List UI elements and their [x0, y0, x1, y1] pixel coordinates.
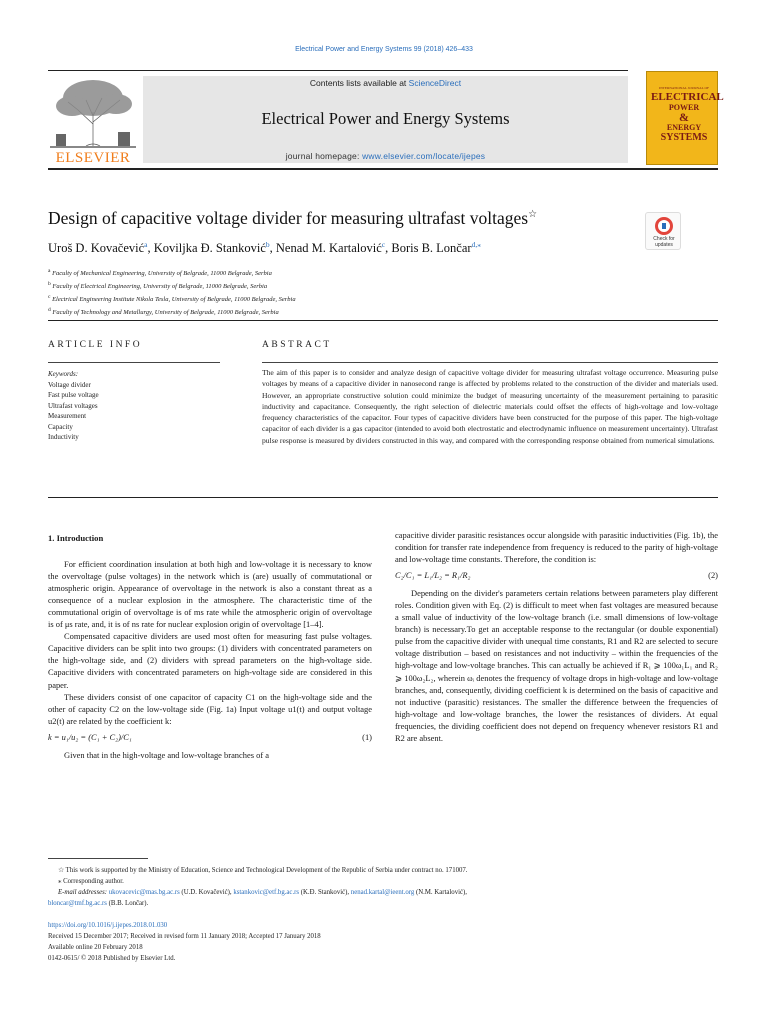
email-footnote: E-mail addresses: ukovacevic@mas.bg.ac.rs (U.D. Kovačević), kstankovic@etf.bg.ac.rs (K.Đ. Stanković), nenad.kartal@ieent.org (N.M. Kartalović),	[58, 889, 467, 896]
issn-copyright: 0142-0615/ © 2018 Published by Elsevier Ltd.	[48, 955, 176, 962]
abstract-rule	[262, 362, 718, 363]
affiliation-item: $^b$ Faculty of Electrical Engineering, University of Belgrade, 11000 Belgrade, Serbia	[48, 281, 268, 291]
email-link[interactable]: nenad.kartal@ieent.org	[350, 889, 415, 896]
author-name: Koviljka Đ. Stanković	[153, 241, 266, 256]
equation-number: (2)	[708, 570, 718, 581]
equation-1	[48, 731, 372, 743]
cover-title	[651, 86, 724, 143]
email-link[interactable]: bloncar@tmf.bg.ac.rs	[48, 900, 107, 907]
homepage-prefix: journal homepage:	[285, 151, 363, 161]
contents-prefix: Contents lists available at	[309, 78, 409, 88]
journal-homepage-line	[143, 151, 628, 161]
author-affiliation-mark[interactable]: a	[144, 240, 148, 249]
abstract-bottom-rule	[48, 497, 718, 498]
equation-number: (1)	[362, 731, 372, 742]
author-name: Boris B. Lončar	[391, 241, 472, 256]
footnote-rule	[48, 858, 148, 859]
journal-cover-thumbnail	[646, 71, 724, 165]
cover-line: ELECTRICAL	[651, 91, 724, 103]
sciencedirect-link[interactable]: ScienceDirect	[408, 78, 462, 88]
doi-link[interactable]: https://doi.org/10.1016/j.ijepes.2018.01.030	[48, 922, 168, 929]
keyword-item: Ultrafast voltages	[48, 401, 98, 410]
cover-line: ENERGY	[666, 123, 702, 132]
header-top-rule	[48, 70, 628, 71]
affiliation-item: $^d$ Faculty of Technology and Metallurgy, University of Belgrade, 11000 Belgrade, Serbia	[48, 307, 279, 317]
cover-line: &	[679, 110, 689, 124]
footnotes	[48, 865, 718, 909]
crossmark-icon	[655, 217, 673, 235]
cover-line: INTERNATIONAL JOURNAL OF	[659, 86, 709, 90]
keyword-item: Capacity	[48, 422, 73, 431]
body-paragraph: For efficient coordination insulation at both high and low-voltage it is necessary to know the overvoltage (pulse voltages) in the network which is (are) usually of commutational or atmospheric origin. Appearance of overvoltage in the network is also a constant threat as a consequence of a nuclear explosion in the atmosphere. The characteristic time of the commutational origin of overvoltage is of ms rate while the atmospheric origin of overvoltage is of μs rate, and, it is of ns rate for nuclear explosion origin of overvoltage [1–4].	[48, 559, 372, 630]
corresponding-footnote: ⁎ Corresponding author.	[58, 878, 124, 885]
article-title	[48, 208, 628, 229]
affiliation-item: $^c$ Electrical Engineering Institute Nikola Tesla, University of Belgrade, 11000 Belgrade, Serbia	[48, 294, 296, 304]
title-footnote-mark[interactable]: ☆	[528, 209, 538, 221]
author-affiliation-mark[interactable]: d,⁎	[471, 240, 481, 249]
keyword-item: Measurement	[48, 412, 87, 420]
body-paragraph: Compensated capacitive dividers are used most often for measuring fast pulse voltages. Capacitive dividers can be split into two groups: (1) dividers with concentrated parameters on the high-voltage side, and (2) dividers with spread parameters on the high-voltage side. Capacitive dividers with concentrated parameters on high-voltage side are considered in this paper.	[48, 631, 372, 690]
abstract-text: The aim of this paper is to consider and analyze design of capacitive voltage divider for measuring ultrafast voltage occurrence. Measuring pulse voltages by means of a capacitive divider in nanosecond range is affected by problems related to the construction of the divider and materials used. However, an appropriate constructive solution could minimize the budget of measuring uncertainty of the measurement pertaining to parasitic inductivity and capacitance. Consequently, the right selection of dielectric materials could offset the effects of high-voltage and low-voltage frequency characteristics of the capacitor. Four types of capacitive dividers have been constructed for the purpose of this paper. The high-voltage capacitor of each divider is a gas capacitor (intended to avoid both electrostatic and electrodynamic influence on measurement uncertainty). Ultrafast pulse response is measured by dividers constructed in this way, and compared with the corresponding response obtained from numerical simulations.	[262, 368, 718, 445]
affiliations	[48, 266, 648, 319]
author-name: Uroš D. Kovačević	[48, 241, 145, 256]
author-affiliation-mark[interactable]: c	[381, 240, 386, 249]
cover-line: POWER	[668, 103, 700, 112]
body-left-column	[48, 532, 372, 761]
contents-available-line	[143, 78, 628, 88]
body-paragraph: capacitive divider parasitic resistances occur alongside with parasitic inductivities (Fig. 1b), the condition for transfer rate independence from frequency is reduced to the parity of high-voltage and low-voltage time constants. Therefore, the condition is:	[395, 530, 718, 565]
homepage-link[interactable]: www.elsevier.com/locate/ijepes	[362, 151, 486, 161]
email-label: E-mail addresses:	[58, 889, 108, 896]
body-paragraph: Given that in the high-voltage and low-voltage branches of a	[64, 749, 270, 760]
email-link[interactable]: kstankovic@etf.bg.ac.rs	[233, 889, 300, 896]
journal-reference[interactable]: Electrical Power and Energy Systems 99 (2018) 426–433	[295, 46, 473, 53]
email-link[interactable]: ukovacevic@mas.bg.ac.rs	[108, 889, 180, 896]
affiliation-rule	[48, 320, 718, 321]
author-list: Uroš D. Kovačević$^a$, Koviljka Đ. Stanković$^b$, Nenad M. Kartalović$^c$, Boris B. Lončar$^{d,⁎}$	[48, 240, 481, 256]
funding-footnote: ☆ This work is supported by the Ministry of Education, Science and Technological Development of the Republic of Serbia under contract no. 171007.	[58, 867, 468, 874]
equation-body: C₂/C₁ = L₁/L₂ = R₁/R₂	[395, 570, 471, 581]
article-title-text: Design of capacitive voltage divider for measuring ultrafast voltages	[48, 208, 529, 228]
crossmark-label: Check for updates	[653, 236, 675, 248]
cover-line: SYSTEMS	[660, 132, 708, 143]
header-bottom-rule	[48, 168, 718, 170]
article-info-heading: ARTICLE INFO	[48, 340, 143, 350]
keywords-label: Keywords:	[48, 370, 79, 378]
affiliation-item: $^a$ Faculty of Mechanical Engineering, University of Belgrade, 11000 Belgrade, Serbia	[48, 268, 272, 278]
abstract-heading: ABSTRACT	[262, 340, 332, 350]
received-dates: Received 15 December 2017; Received in revised form 11 January 2018; Accepted 17 January 2018	[48, 933, 321, 940]
available-online: Available online 20 February 2018	[48, 944, 143, 951]
author-affiliation-mark[interactable]: b	[265, 240, 270, 249]
body-paragraph: Depending on the divider's parameters certain relations between parameters play different roles. Condition given with Eq. (2) is difficult to meet when fast voltages are measured because a small value of inductivity of the low-voltage branch (i.e. small dimensions of low-voltage branch) is necessary.To get an acceptable response to the rectangular (or double exponential) pulse from the capacitive divider with unequal time constants, R1 and R2 are selected to secure voltage distribution – based on resistances and not inductivity – within the frequencies of the high-voltage and low-voltage branches. This can actually be achieved if R₁ ⩾ 100ω₁L₁ and R₂ ⩾ 100ω₂L₂, wherein ωᵢ denotes the frequency of voltage drops in high-voltage and low-voltage branches, and, consequently, dividing coefficient k is determined on the basis of capacitive and not inductive (parasitic) resistances. The smaller the difference between the frequencies of high-voltage and low-voltage branches, the lower the resistances of dividers. At equal frequencies, the dividing coefficient does not depend on frequency whenever resistors R1 and R2 are absent.	[395, 588, 718, 743]
author-name: Nenad M. Kartalović	[275, 241, 382, 256]
equation-body: k = u₁/u₂ = (C₁ + C₂)/C₁	[48, 731, 132, 742]
body-right-column	[395, 529, 718, 744]
keyword-item: Inductivity	[48, 433, 79, 441]
body-paragraph: These dividers consist of one capacitor of capacity C1 on the high-voltage side and the other of capacity C2 on the low-voltage side (Fig. 1a) Input voltage u1(t) and output voltage u2(t) are related by the coefficient k:	[48, 691, 372, 726]
equation-2	[395, 569, 718, 581]
keyword-item: Voltage divider	[48, 380, 91, 389]
journal-title: Electrical Power and Energy Systems	[261, 109, 510, 128]
article-info-rule	[48, 362, 220, 363]
email-footnote-cont: bloncar@tmf.bg.ac.rs (B.B. Lončar).	[48, 900, 149, 907]
bibliographic-info	[48, 920, 448, 964]
section-title: 1. Introduction	[48, 533, 104, 543]
elsevier-wordmark: ELSEVIER	[55, 150, 131, 166]
keywords-block	[48, 369, 220, 443]
keyword-item: Fast pulse voltage	[48, 391, 99, 399]
